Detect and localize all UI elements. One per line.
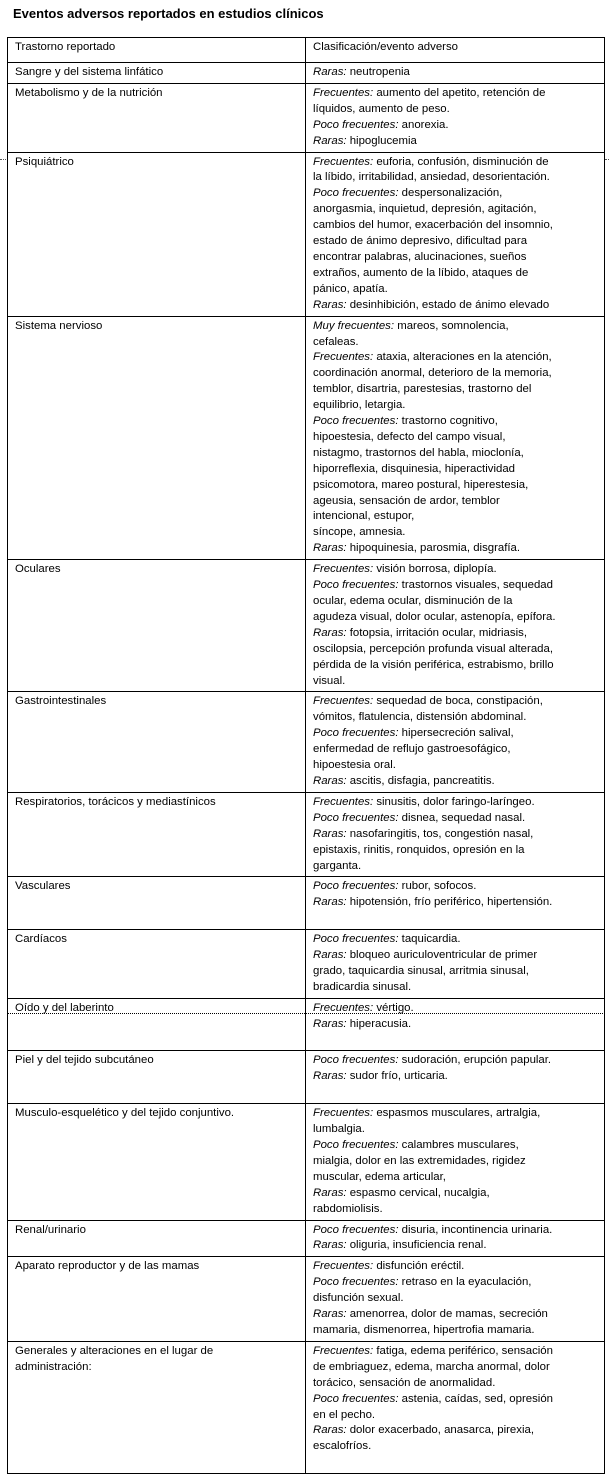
event-text: garganta. [313,859,362,872]
event-text: ataxia, alteraciones en la atención, [373,351,552,364]
classification-cell [306,1257,605,1342]
event-text: sequedad de boca, constipación, [373,695,543,708]
event-text: disfunción sexual. [313,1292,404,1305]
frequency-label: Poco frecuentes: [313,880,399,893]
event-text: despersonalización, [398,187,503,200]
event-text: mialgia, dolor en las extremidades, rigidez [313,1154,526,1167]
classification-cell [306,83,605,152]
frequency-label: Frecuentes: [313,155,374,168]
event-text: agudeza visual, dolor ocular, astenopía, epífora. [313,610,556,623]
event-text: temblor, disartria, parestesias, trastorno del [313,383,532,396]
event-text: oliguria, insuficiencia renal. [346,1239,487,1252]
classification-cell [306,792,605,877]
frequency-label: Raras: [313,949,347,962]
disorder-cell [8,1341,306,1473]
event-text: la líbido, irritabilidad, ansiedad, desorientación. [313,171,550,184]
classification-line [313,1186,600,1202]
classification-line [313,964,600,980]
frequency-label: Poco frecuentes: [313,187,399,200]
classification-line [313,1392,600,1408]
frequency-label: Raras: [313,66,347,78]
event-text: ocular, edema ocular, disminución de la [313,595,513,607]
table-row [8,316,605,560]
event-text: trastornos visuales, sequedad [398,579,553,592]
event-text: aumento del apetito, retención de [373,86,546,99]
classification-line [313,694,600,710]
disorder-cell [8,83,306,152]
classification-line [313,827,600,843]
table-row [8,692,605,792]
classification-line [313,218,600,234]
classification-line [313,742,600,758]
classification-cell [306,998,605,1051]
frequency-label: Raras: [313,1070,347,1083]
classification-line [313,642,600,658]
event-text: mamaria, dismenorrea, hipertrofia mamaria. [313,1323,535,1336]
frequency-label: Poco frecuentes: [313,811,399,824]
frequency-label: Poco frecuentes: [313,118,399,131]
event-text: trastorno cognitivo, [398,415,498,428]
event-text: encontrar palabras, alucinaciones, sueños [313,250,527,263]
frequency-label: Frecuentes: [313,1107,374,1120]
header-col-disorder: Trastorno reportado [8,38,306,63]
frequency-label: Raras: [313,134,347,147]
classification-line [313,811,600,827]
classification-line [313,1238,600,1254]
frequency-label: Raras: [313,1186,347,1199]
classification-line [313,118,600,134]
classification-line [313,879,600,895]
event-text: disnea, sequedad nasal. [398,811,526,824]
classification-line [313,186,600,202]
frequency-label: Raras: [313,1239,347,1252]
classification-line [313,1223,600,1239]
event-text: cefaleas. [313,335,359,348]
classification-cell [306,63,605,84]
header-col-classification: Clasificación/evento adverso [306,38,605,63]
classification-line [313,795,600,811]
table-row [8,1220,605,1257]
event-text: desinhibición, estado de ánimo elevado [346,298,550,311]
frequency-label: Raras: [313,827,347,840]
frequency-label: Poco frecuentes: [313,415,399,428]
table-row [8,792,605,877]
classification-line [313,102,600,118]
table-row [8,877,605,930]
disorder-cell [8,930,306,999]
classification-line [313,202,600,218]
classification-line [313,1069,600,1085]
classification-line [313,335,600,351]
disorder-cell [8,1104,306,1220]
event-text: grado, taquicardia sinusal, arritmia sinusal, [313,964,529,977]
disorder-name: Metabolismo y de la nutrición [15,86,163,99]
event-text: retraso en la eyaculación, [398,1276,532,1289]
event-text: muscular, edema articular, [313,1170,446,1183]
disorder-name: Aparato reproductor y de las mamas [15,1260,200,1273]
frequency-label: Poco frecuentes: [313,1054,399,1067]
classification-cell [306,1341,605,1473]
classification-line [313,1053,600,1069]
classification-cell [306,560,605,692]
disorder-name: Renal/urinario [15,1223,86,1236]
classification-cell [306,152,605,316]
table-row [8,930,605,999]
classification-line [313,1344,600,1360]
table-header-row [8,38,605,63]
disorder-name: Musculo-esquelético y del tejido conjuntivo. [15,1107,235,1120]
classification-line [313,948,600,964]
event-text: pérdida de la visión periférica, estrabismo, brillo [313,658,554,671]
event-text: espasmos musculares, artralgia, [373,1107,541,1120]
classification-line [313,134,600,150]
frequency-label: Poco frecuentes: [313,727,399,740]
event-text: anorgasmia, inquietud, depresión, agitación, [313,203,537,216]
classification-line [313,1106,600,1122]
event-text: euforia, confusión, disminución de [373,155,549,168]
disorder-cell [8,998,306,1051]
classification-line [313,155,600,171]
event-text: amenorrea, dolor de mamas, secreción [346,1308,548,1321]
classification-line [313,266,600,282]
classification-line [313,843,600,859]
disorder-name: Vasculares [15,880,71,893]
frequency-label: Poco frecuentes: [313,1139,399,1151]
disorder-cell [8,792,306,877]
frequency-label: Frecuentes: [313,695,374,708]
classification-line [313,509,600,525]
event-text: visión borrosa, diplopía. [373,563,497,576]
adverse-events-table [7,37,605,1474]
event-text: equilibrio, letargia. [313,399,406,412]
classification-cell [306,1220,605,1257]
classification-line [313,758,600,774]
classification-line [313,610,600,626]
event-text: dolor exacerbado, anasarca, pirexia, [346,1424,534,1437]
classification-line [313,282,600,298]
event-text: espasmo cervical, nucalgia, [346,1186,490,1199]
classification-line [313,350,600,366]
table-row [8,1051,605,1104]
event-text: nistagmo, trastornos del habla, mioclonía, [313,446,524,459]
frequency-label: Frecuentes: [313,351,374,364]
event-text: epistaxis, rinitis, ronquidos, opresión en la [313,843,525,856]
classification-line [313,1154,600,1170]
event-text: lumbalgia. [313,1123,365,1136]
dotted-rule-top [7,998,605,999]
event-text: cambios del humor, exacerbación del insomnio, [313,219,553,232]
event-text: psicomotora, mareo postural, hiperestesia, [313,478,529,491]
classification-line [313,65,600,81]
event-text: rubor, sofocos. [398,880,477,893]
table-row [8,998,605,1051]
classification-line [313,1323,600,1339]
classification-line [313,658,600,674]
disorder-name: Oído y del laberinto [15,1001,114,1014]
classification-line [313,430,600,446]
classification-line [313,86,600,102]
classification-line [313,1202,600,1218]
classification-line [313,774,600,790]
frequency-label: Poco frecuentes: [313,933,399,946]
disorder-cell [8,152,306,316]
classification-line [313,1170,600,1186]
event-text: coordinación anormal, deterioro de la memoria, [313,367,552,380]
classification-line [313,710,600,726]
event-text: hipoquinesia, parosmia, disgrafía. [346,542,521,555]
disorder-name: Psiquiátrico [15,155,74,168]
event-text: de embriaguez, edema, marcha anormal, dolor [313,1360,550,1373]
event-text: hipoestesia oral. [313,759,396,772]
table-row [8,63,605,84]
classification-line [313,462,600,478]
classification-cell [306,930,605,999]
table-row [8,83,605,152]
disorder-name: Respiratorios, torácicos y mediastínicos [15,795,216,808]
event-text: escalofríos. [313,1440,372,1453]
event-text: bradicardia sinusal. [313,980,412,993]
event-text: nasofaringitis, tos, congestión nasal, [346,827,534,840]
classification-line [313,1033,600,1049]
frequency-label: Poco frecuentes: [313,1392,399,1405]
disorder-cell [8,1220,306,1257]
dotted-margin-mark-right [605,159,609,160]
event-text: enfermedad de reflujo gastroesofágico, [313,743,511,756]
frequency-label: Frecuentes: [313,1344,374,1357]
event-text: visual. [313,674,346,687]
table-row [8,152,605,316]
classification-line [313,541,600,557]
classification-line [313,674,600,690]
classification-line [313,1455,600,1471]
event-text: vértigo. [373,1001,414,1014]
event-text: anorexia. [398,118,449,131]
table-row [8,1257,605,1342]
frequency-label: Raras: [313,1308,347,1321]
classification-cell [306,692,605,792]
classification-line [313,1408,600,1424]
event-text: ageusia, sensación de ardor, temblor [313,494,500,507]
event-text: sudor frío, urticaria. [346,1070,448,1083]
classification-line [313,980,600,996]
classification-line [313,578,600,594]
frequency-label: Raras: [313,896,347,909]
classification-line [313,1360,600,1376]
disorder-cell [8,877,306,930]
frequency-label: Raras: [313,298,347,311]
classification-line [313,366,600,382]
event-text: torácico, sensación de anormalidad. [313,1376,496,1389]
classification-line [313,298,600,314]
event-text: bloqueo auriculoventricular de primer [346,949,538,962]
page-title: Eventos adversos reportados en estudios clínicos [13,6,324,21]
classification-line [313,1439,600,1455]
event-text: síncope, amnesia. [313,526,406,539]
disorder-name: Piel y del tejido subcutáneo [15,1054,154,1067]
classification-line [313,319,600,335]
frequency-label: Raras: [313,542,347,555]
frequency-label: Poco frecuentes: [313,1276,399,1289]
disorder-name: Sistema nervioso [15,319,103,332]
classification-line [313,1138,600,1154]
event-text: en el pecho. [313,1408,376,1421]
frequency-label: Poco frecuentes: [313,1223,399,1236]
event-text: disuria, incontinencia urinaria. [398,1223,553,1236]
frequency-label: Muy frecuentes: [313,319,395,332]
event-text: estado de ánimo depresivo, dificultad para [313,235,528,248]
classification-line [313,1291,600,1307]
classification-line [313,1085,600,1101]
event-text: hipoglucemia [346,134,417,147]
classification-line [313,726,600,742]
event-text: disfunción eréctil. [373,1260,465,1273]
event-text: rabdomiolisis. [313,1202,383,1215]
classification-line [313,1307,600,1323]
event-text: sudoración, erupción papular. [398,1054,552,1067]
frequency-label: Frecuentes: [313,795,374,808]
disorder-cell [8,560,306,692]
disorder-cell [8,1257,306,1342]
classification-line [313,1423,600,1439]
classification-line [313,525,600,541]
event-text: pánico, apatía. [313,282,388,295]
classification-line [313,932,600,948]
classification-line [313,859,600,875]
event-text: calambres musculares, [398,1139,519,1151]
disorder-name: Oculares [15,563,61,576]
frequency-label: Raras: [313,1017,347,1030]
classification-line [313,170,600,186]
table-row [8,560,605,692]
frequency-label: Raras: [313,774,347,787]
classification-cell [306,877,605,930]
event-text: hipotensión, frío periférico, hipertensión. [346,896,553,909]
disorder-cell [8,316,306,560]
classification-line [313,446,600,462]
event-text: líquidos, aumento de peso. [313,102,450,115]
frequency-label: Poco frecuentes: [313,579,399,592]
event-text: vómitos, flatulencia, distensión abdominal. [313,711,527,724]
frequency-label: Raras: [313,1424,347,1437]
classification-line [313,594,600,610]
classification-line [313,1122,600,1138]
classification-line [313,382,600,398]
event-text: sinusitis, dolor faringo-laríngeo. [373,795,535,808]
classification-cell [306,316,605,560]
classification-line [313,250,600,266]
classification-line [313,1001,600,1017]
table-row [8,1341,605,1473]
disorder-cell [8,63,306,84]
classification-line [313,414,600,430]
classification-line [313,494,600,510]
classification-line [313,911,600,927]
dotted-rule-mid [7,1013,605,1014]
disorder-name: Sangre y del sistema linfático [15,66,164,78]
table-row [8,1104,605,1220]
classification-line [313,398,600,414]
event-text: mareos, somnolencia, [394,319,509,332]
classification-line [313,1259,600,1275]
event-text: hiporreflexia, disquinesia, hiperactividad [313,462,515,475]
event-text: taquicardia. [398,933,461,946]
event-text: ascitis, disfagia, pancreatitis. [346,774,495,787]
frequency-label: Raras: [313,626,347,639]
classification-line [313,478,600,494]
disorder-cell [8,1051,306,1104]
frequency-label: Frecuentes: [313,1260,374,1273]
disorder-name: Cardíacos [15,933,67,946]
event-text: fotopsia, irritación ocular, midriasis, [346,626,527,639]
event-text: extraños, aumento de la líbido, ataques de [313,266,529,279]
frequency-label: Frecuentes: [313,563,374,576]
classification-cell [306,1104,605,1220]
classification-cell [306,1051,605,1104]
classification-line [313,1017,600,1033]
disorder-name: Gastrointestinales [15,695,107,708]
classification-line [313,1275,600,1291]
event-text: intencional, estupor, [313,510,415,523]
event-text: neutropenia [346,66,410,78]
disorder-name: administración: [15,1360,92,1373]
event-text: astenia, caídas, sed, opresión [398,1392,553,1405]
disorder-name: Generales y alteraciones en el lugar de [15,1344,214,1357]
frequency-label: Frecuentes: [313,1001,374,1014]
classification-line [313,895,600,911]
event-text: hiperacusia. [346,1017,412,1030]
event-text: hipersecreción salival, [398,727,514,740]
event-text: fatiga, edema periférico, sensación [373,1344,553,1357]
classification-line [313,562,600,578]
classification-line [313,234,600,250]
disorder-cell [8,692,306,792]
event-text: hipoestesia, defecto del campo visual, [313,430,506,443]
event-text: oscilopsia, percepción profunda visual alterada, [313,642,553,655]
classification-line [313,1376,600,1392]
classification-line [313,626,600,642]
frequency-label: Frecuentes: [313,86,374,99]
